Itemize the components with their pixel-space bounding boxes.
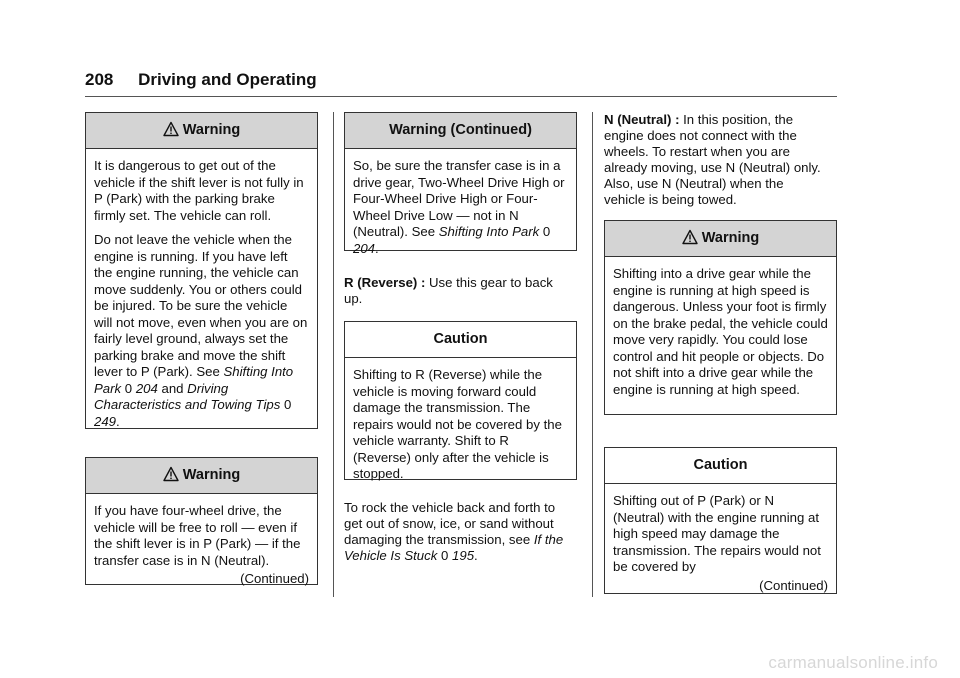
caution-body [345,358,576,489]
caution-body [605,484,836,600]
cross-ref-link[interactable]: If the Vehicle Is Stuck [344,532,564,563]
warning-triangle-icon [682,229,698,245]
warning-triangle-icon [163,121,179,137]
page-ref-number[interactable]: 204 [353,240,376,256]
warning-header: Warning (Continued) [345,113,576,149]
page-number: 208 [85,70,114,89]
column-divider-1 [333,112,334,597]
cross-ref-link[interactable]: Shifting Into Park [94,364,294,396]
warning-paragraph [353,158,568,257]
page-title: Driving and Operating [138,70,317,89]
page-ref-number[interactable]: 204 [135,380,158,396]
column-1 [85,112,318,585]
warning-body [86,494,317,594]
neutral-label: N (Neutral) : [604,112,680,127]
warning-title: Warning [182,467,241,483]
watermark: carmanualsonline.info [768,653,938,672]
caution-paragraph: Shifting to R (Reverse) while the vehicle is moving forward could damage the transmission. The repairs would not be covered by the vehicle warranty. Shift to R (Reverse) only after the vehicle is stopped. [353,367,562,481]
warning-box-continued [344,112,577,256]
page-ref-icon: 0 [283,397,292,412]
reverse-paragraph [344,275,554,307]
warning-body [605,257,836,404]
caution-header: Caution [605,448,836,484]
continued-label: (Continued) [759,577,828,593]
warning-text: . [116,413,120,429]
caution-box-park-neutral [604,447,837,594]
warning-paragraph: It is dangerous to get out of the vehicle if the shift lever is not fully in P (Park) with the parking brake firmly set. The vehicle can roll. [94,158,304,223]
warning-box-high-speed [604,220,837,415]
column-divider-2 [592,112,593,597]
warning-box-four-wheel [85,457,318,585]
warning-text: and [157,380,188,396]
warning-text: Do not leave the vehicle when the engine is running. If you have left the engine running, the vehicle can move suddenly. You or others could be injured. To be sure the vehicle will not move, even when you are on fairly level ground, always set the parking brake and move the shift lever to P (Park). See [94,232,308,379]
warning-title: Warning [701,230,760,246]
warning-header [86,113,317,149]
page-ref-icon: 0 [124,380,133,396]
column-3 [604,112,837,594]
cross-ref-link[interactable]: Driving Characteristics and Towing Tips [94,380,281,412]
warning-text: . [375,240,379,256]
page-header [85,70,317,90]
header-rule [85,96,837,97]
reverse-text: Use this gear to back up. [344,275,553,306]
warning-title: Warning [182,122,241,138]
page-ref-icon: 0 [441,548,449,563]
rock-text: . [474,548,478,563]
warning-paragraph [94,232,309,430]
continued-label: (Continued) [240,571,309,586]
warning-triangle-icon [163,466,179,482]
warning-paragraph: Shifting into a drive gear while the engine is running at high speed is dangerous. Unless your foot is firmly on the brake pedal, the vehicle could move very rapidly. You could lose control and hit people or objects. Do not shift into a drive gear while the engine is running at high speed. [613,266,828,397]
warning-body [86,149,317,444]
rock-paragraph [344,500,577,564]
reverse-label: R (Reverse) : [344,275,426,290]
warning-paragraph: If you have four-wheel drive, the vehicle will be free to roll — even if the shift lever is in P (Park) — if the transfer case is in N (Neutral). [94,503,301,568]
caution-box-reverse [344,321,577,480]
page-ref-icon: 0 [542,224,551,239]
column-2 [344,112,577,564]
caution-header: Caution [345,322,576,358]
caution-paragraph: Shifting out of P (Park) or N (Neutral) with the engine running at high speed may damage the transmission. The repairs would not be covered by [613,493,821,574]
neutral-paragraph [604,112,822,208]
neutral-text: In this position, the engine does not connect with the wheels. To restart when you are already moving, use N (Neutral) only. Also, use N (Neutral) when the vehicle is being towed. [604,112,821,207]
page-ref-number[interactable]: 195 [452,548,475,563]
warning-header [605,221,836,257]
warning-text: So, be sure the transfer case is in a drive gear, Two-Wheel Drive High or Four-Wheel Drive High or Four-Wheel Drive Low — not in N (Neutral). See [353,158,565,239]
warning-header [86,458,317,494]
rock-text: To rock the vehicle back and forth to get out of snow, ice, or sand without damaging the transmission, see [344,500,556,547]
cross-ref-link[interactable]: Shifting Into Park [438,224,540,239]
warning-box-park [85,112,318,429]
page-ref-number[interactable]: 249 [94,413,117,429]
warning-body [345,149,576,263]
